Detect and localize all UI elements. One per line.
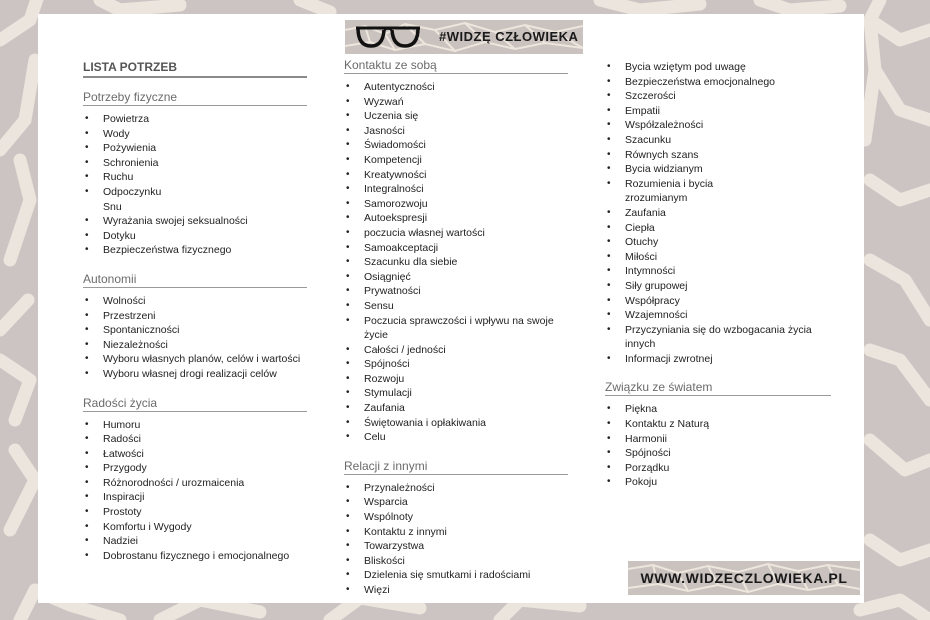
list-item: • Bycia wziętym pod uwagę bbox=[607, 61, 746, 73]
list-item: • Więzi bbox=[346, 584, 390, 596]
column-2 bbox=[344, 14, 568, 598]
list-item: • Siły grupowej bbox=[607, 279, 688, 292]
list-item: • Intymności bbox=[607, 265, 676, 278]
list-item: • Autoekspresji bbox=[346, 212, 428, 225]
list-item: • Uczenia się bbox=[346, 110, 419, 123]
list-item: • Bycia widzianym bbox=[607, 163, 703, 176]
list-item: • Wzajemności bbox=[607, 309, 688, 322]
list-item: • Szacunku bbox=[607, 133, 672, 146]
list-item: • Jasności bbox=[346, 124, 405, 137]
list-item: • Nadziei bbox=[85, 535, 139, 548]
list-item: • Kontaktu z innymi bbox=[346, 525, 447, 538]
list-item: • Niezależności bbox=[85, 338, 168, 351]
list-item: • Informacji zwrotnej bbox=[607, 352, 713, 365]
list-item: • Bezpieczeństwa emocjonalnego bbox=[607, 75, 776, 88]
list-item: • Wyboru własnej drogi realizacji celów bbox=[85, 367, 277, 380]
list-item: • Kontaktu z Naturą bbox=[607, 418, 710, 431]
list-item: • Piękna bbox=[607, 403, 658, 416]
list-relations-continued bbox=[605, 60, 831, 366]
list-item: • Wsparcia bbox=[346, 496, 408, 509]
list-item: • Empatii bbox=[607, 104, 661, 117]
list-item: • Autentyczności bbox=[346, 81, 435, 93]
list-item: • Współpracy bbox=[607, 294, 680, 307]
list-item: • Wolności bbox=[85, 294, 146, 307]
column-1 bbox=[83, 14, 307, 563]
list-item: • Bezpieczeństwa fizycznego bbox=[85, 244, 232, 257]
list-item: • Samorozwoju bbox=[346, 197, 428, 210]
section-title-relations: Relacji z innymi bbox=[344, 459, 568, 475]
list-world bbox=[605, 402, 831, 490]
list-item: • Integralności bbox=[346, 183, 424, 196]
section-title-self-contact: Kontaktu ze sobą bbox=[344, 58, 568, 74]
list-item: • Dzielenia się smutkami i radościami bbox=[346, 569, 531, 582]
list-item: • Spójności bbox=[607, 447, 671, 460]
list-item: • Wyrażania swojej seksualności bbox=[85, 215, 248, 228]
list-item: • Harmonii bbox=[607, 432, 668, 445]
list-joy bbox=[83, 418, 307, 564]
section-title-joy: Radości życia bbox=[83, 396, 307, 412]
list-item: • Komfortu i Wygody bbox=[85, 520, 192, 533]
list-item: • Ruchu bbox=[85, 171, 134, 184]
list-item: • Poczucia sprawczości i wpływu na swoje życie bbox=[346, 314, 554, 342]
list-item: • Wody bbox=[85, 127, 130, 140]
section-title-physical: Potrzeby fizyczne bbox=[83, 90, 307, 106]
list-self-contact bbox=[344, 80, 568, 445]
column-3 bbox=[605, 14, 831, 490]
list-item: • Stymulacji bbox=[346, 387, 412, 400]
list-item: • Kreatywności bbox=[346, 168, 427, 181]
list-item: • Powietrza bbox=[85, 113, 150, 125]
list-item: • Równych szans bbox=[607, 148, 699, 161]
list-item: • Pokoju bbox=[607, 476, 658, 489]
list-item: • poczucia własnej wartości bbox=[346, 226, 485, 239]
header-banner-text: #WIDZĘ CZŁOWIEKA bbox=[439, 29, 579, 44]
list-item: • Schronienia bbox=[85, 156, 159, 169]
list-item: • Całości / jedności bbox=[346, 343, 446, 356]
list-item: • Samoakceptacji bbox=[346, 241, 439, 254]
page-title: LISTA POTRZEB bbox=[83, 60, 307, 78]
list-item: • Spójności bbox=[346, 358, 410, 371]
list-item: • Miłości bbox=[607, 250, 658, 263]
list-item: • Przyczyniania się do wzbogacania życia innych bbox=[607, 323, 812, 351]
list-item: • Prywatności bbox=[346, 285, 421, 298]
footer-banner bbox=[628, 561, 860, 595]
list-item: • Humoru bbox=[85, 418, 141, 431]
list-item: • Zaufania bbox=[607, 206, 666, 219]
list-item: • Wspólnoty bbox=[346, 511, 414, 524]
list-item: • Dotyku bbox=[85, 229, 136, 242]
list-autonomy bbox=[83, 294, 307, 382]
list-item: • Dobrostanu fizycznego i emocjonalnego bbox=[85, 549, 290, 562]
list-item: • Wyboru własnych planów, celów i wartości bbox=[85, 353, 301, 366]
needs-list-card bbox=[38, 14, 864, 603]
list-item: • Przygody bbox=[85, 462, 147, 475]
list-item: • Porządku bbox=[607, 461, 670, 474]
list-item: • Zaufania bbox=[346, 402, 405, 415]
list-item: • Rozwoju bbox=[346, 372, 405, 385]
list-item: • Otuchy bbox=[607, 236, 659, 249]
list-item: • Świadomości bbox=[346, 139, 426, 152]
list-item: • Pożywienia bbox=[85, 142, 157, 155]
list-item: • Szacunku dla siebie bbox=[346, 256, 458, 269]
list-item: • Osiągnięć bbox=[346, 270, 411, 283]
list-item: • Bliskości bbox=[346, 554, 405, 567]
list-item: • Inspiracji bbox=[85, 491, 145, 504]
list-item: • Współzależności bbox=[607, 119, 704, 132]
list-item: • Przestrzeni bbox=[85, 309, 156, 322]
list-item: • Towarzystwa bbox=[346, 540, 425, 553]
list-item: • Różnorodności / urozmaicenia bbox=[85, 476, 245, 489]
list-item: • Świętowania i opłakiwania bbox=[346, 416, 486, 429]
list-item: • Sensu bbox=[346, 299, 394, 312]
section-title-autonomy: Autonomii bbox=[83, 272, 307, 288]
list-item: • Przynależności bbox=[346, 481, 435, 494]
list-item: • Spontaniczności bbox=[85, 324, 180, 337]
list-item: • Kompetencji bbox=[346, 153, 422, 166]
list-item: • Łatwości bbox=[85, 447, 144, 460]
list-item: • Ciepła bbox=[607, 221, 655, 234]
section-title-world: Związku ze światem bbox=[605, 380, 831, 396]
list-item: • Celu bbox=[346, 431, 386, 444]
list-item: Snu bbox=[103, 200, 122, 213]
list-item: • Odpoczynku bbox=[85, 185, 162, 198]
list-relations bbox=[344, 481, 568, 598]
website-url: WWW.WIDZECZLOWIEKA.PL bbox=[640, 570, 848, 586]
list-item: • Prostoty bbox=[85, 506, 142, 519]
list-item: • Rozumienia i bycia zrozumianym bbox=[607, 177, 714, 205]
list-item: • Szczerości bbox=[607, 90, 676, 103]
list-item: • Wyzwań bbox=[346, 95, 404, 108]
list-item: • Radości bbox=[85, 433, 141, 446]
list-physical bbox=[83, 112, 307, 258]
